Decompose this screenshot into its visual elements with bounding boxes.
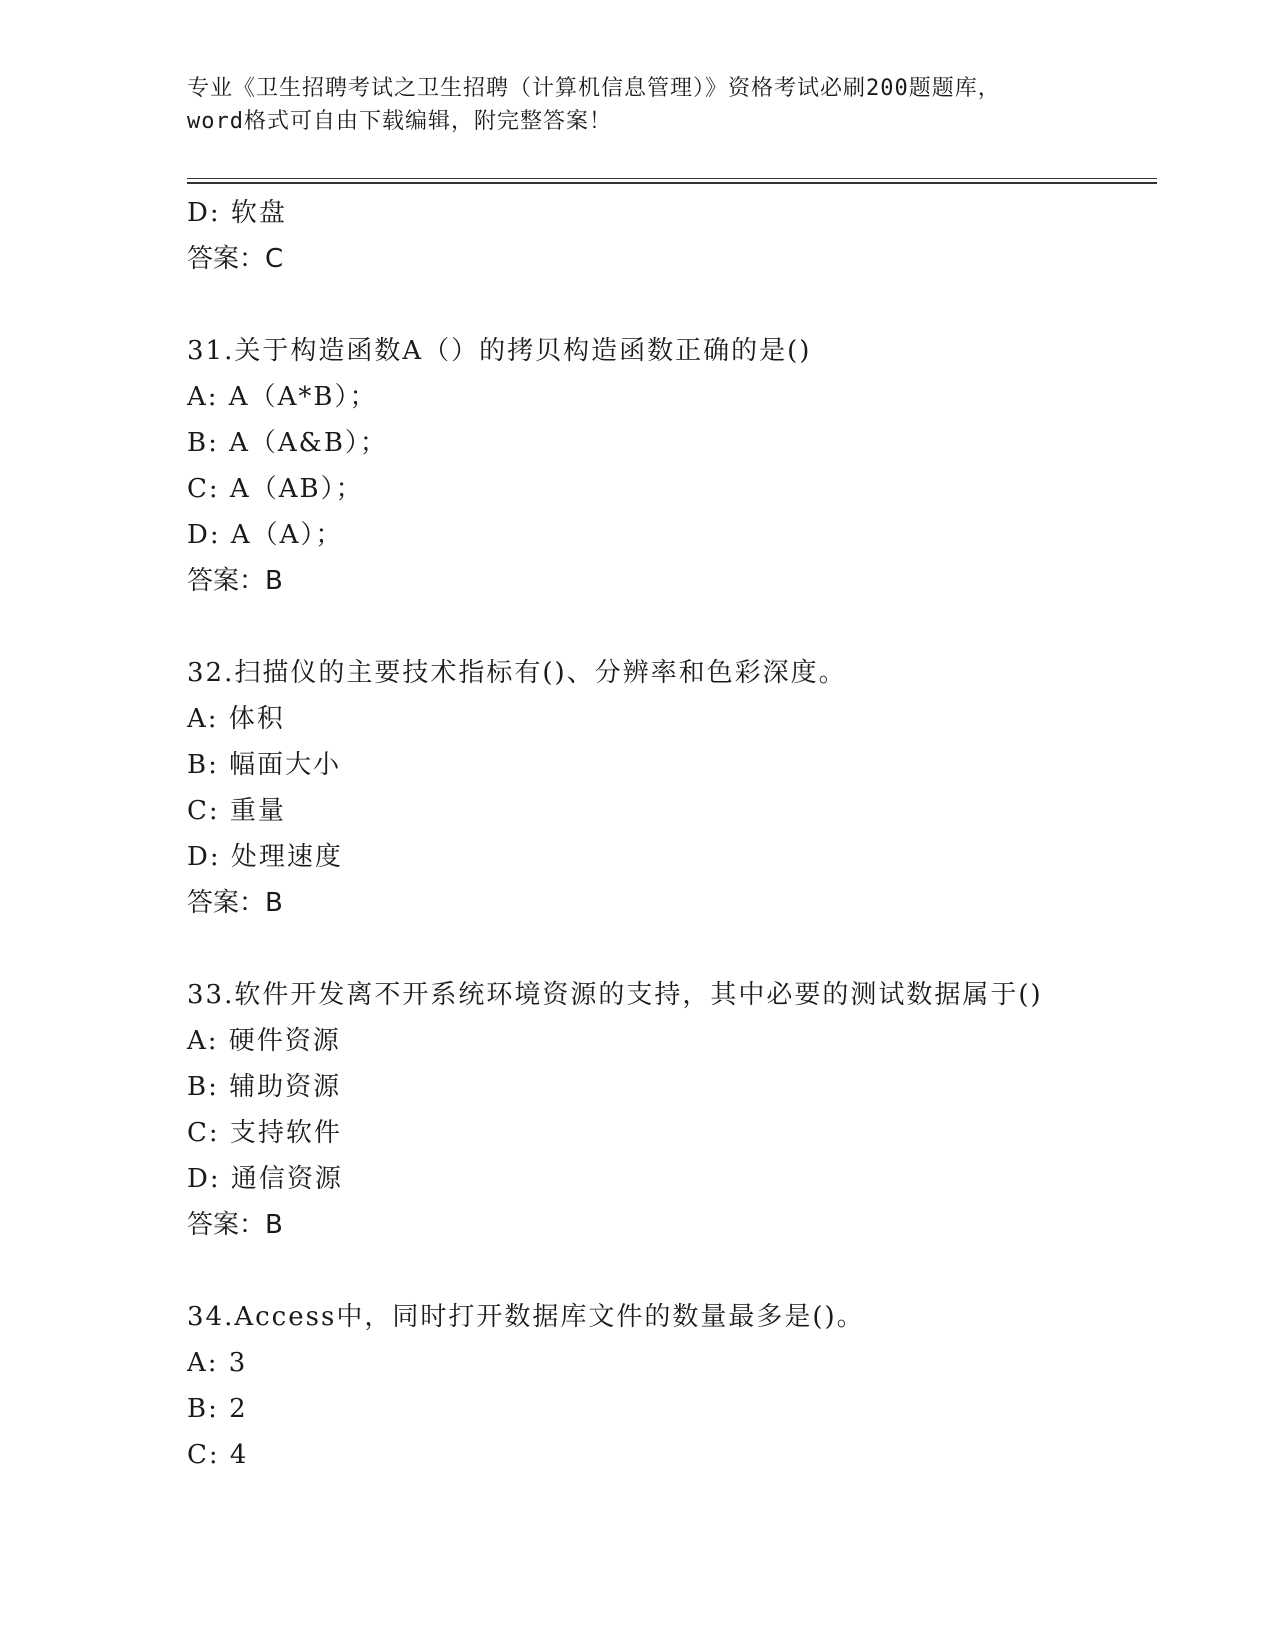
option-d: D: 通信资源 xyxy=(187,1164,343,1194)
option-c: C: 4 xyxy=(187,1440,249,1470)
option-b: B: 辅助资源 xyxy=(187,1072,342,1102)
spacer xyxy=(187,604,1147,650)
question-34 xyxy=(187,1294,1147,1478)
answer-line: 答案：B xyxy=(187,888,283,918)
option-a: A: A（A*B）； xyxy=(187,382,378,412)
header-title-line-1: 专业《卫生招聘考试之卫生招聘（计算机信息管理）》资格考试必刷200题题库， xyxy=(187,76,1001,101)
question-32 xyxy=(187,650,1147,926)
document-body xyxy=(187,190,1147,1478)
header-divider-thin xyxy=(187,178,1157,179)
option-a: A: 3 xyxy=(187,1348,248,1378)
question-text: 33.软件开发离不开系统环境资源的支持，其中必要的测试数据属于() xyxy=(187,980,1043,1010)
question-30-tail xyxy=(187,190,1147,282)
answer-line: 答案：B xyxy=(187,1210,283,1240)
question-33 xyxy=(187,972,1147,1248)
option-a: A: 硬件资源 xyxy=(187,1026,341,1056)
question-text: 34.Access中，同时打开数据库文件的数量最多是()。 xyxy=(187,1302,865,1332)
option-d: D: 软盘 xyxy=(187,198,287,228)
header-title-line-2: word格式可自由下载编辑，附完整答案！ xyxy=(187,109,612,134)
option-b: B: 2 xyxy=(187,1394,248,1424)
option-d: D: A（A）； xyxy=(187,520,344,550)
option-b: B: 幅面大小 xyxy=(187,750,342,780)
option-c: C: 重量 xyxy=(187,796,286,826)
spacer xyxy=(187,282,1147,328)
document-header xyxy=(187,72,1087,138)
answer-line: 答案：B xyxy=(187,566,283,596)
question-text: 31.关于构造函数A（）的拷贝构造函数正确的是() xyxy=(187,336,812,366)
question-text: 32.扫描仪的主要技术指标有()、分辨率和色彩深度。 xyxy=(187,658,847,688)
option-c: C: 支持软件 xyxy=(187,1118,342,1148)
option-d: D: 处理速度 xyxy=(187,842,343,872)
option-a: A: 体积 xyxy=(187,704,285,734)
question-31 xyxy=(187,328,1147,604)
option-c: C: A（AB）； xyxy=(187,474,364,504)
header-divider-thick xyxy=(187,182,1157,184)
option-b: B: A（A&B）； xyxy=(187,428,388,458)
spacer xyxy=(187,926,1147,972)
answer-line: 答案：C xyxy=(187,244,284,274)
spacer xyxy=(187,1248,1147,1294)
